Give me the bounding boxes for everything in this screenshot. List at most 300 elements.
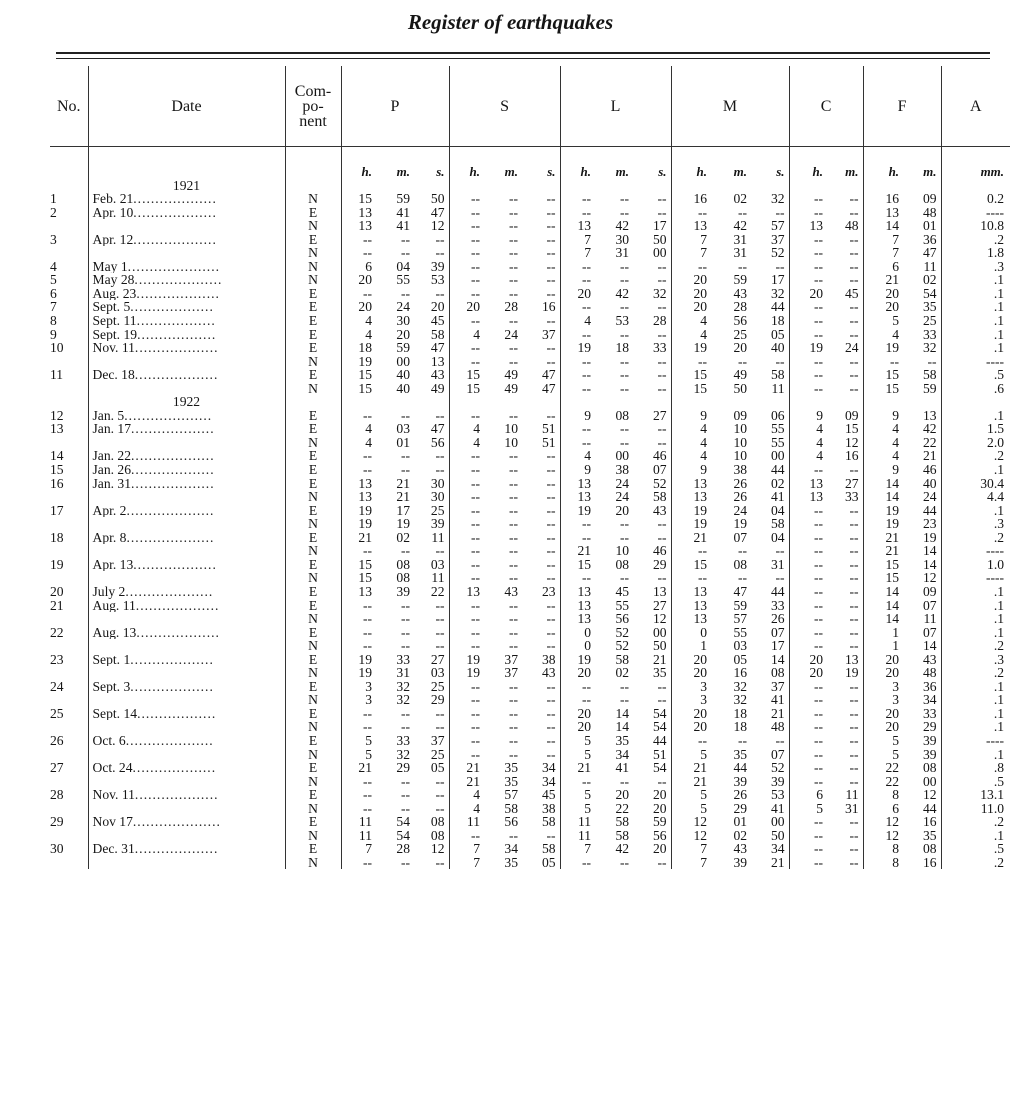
s-value: -- [546,733,556,748]
empty-cell [414,395,449,409]
c-value: 6 [789,788,827,802]
l-value: -- [657,855,667,870]
f-value: 16 [922,855,937,870]
p-value: 19 [396,517,410,531]
p-value: -- [435,449,445,464]
s-value: 19 [449,653,484,667]
l-value: 08 [615,408,630,423]
row-date [88,653,285,667]
l-value: -- [560,300,595,314]
row-component: N [285,720,341,734]
s-value: -- [508,232,519,247]
s-value: -- [546,490,556,504]
s-value: 51 [541,422,556,436]
leader-dots: ................... [134,842,219,856]
m-value: 05 [770,327,785,342]
row-date [88,734,285,748]
l-value: 7 [560,246,595,260]
l-value: 53 [615,314,630,328]
m-value: 18 [733,706,748,721]
p-value: 56 [430,435,445,450]
row-number: 29 [50,815,64,829]
table-row [50,639,1010,653]
row-date [88,680,285,694]
m-value: 41 [770,801,785,816]
amplitude-value: .1 [941,314,1010,328]
m-value: 18 [733,720,748,734]
m-value: 19 [671,341,711,355]
p-value: 20 [341,300,376,314]
s-value: -- [508,693,519,707]
f-value: 21 [863,544,903,558]
leader-dots: .................... [125,733,214,748]
l-value: -- [657,259,667,274]
f-value: 1 [863,626,903,640]
m-value: 26 [733,788,748,802]
p-value: 32 [396,747,410,762]
m-value: 49 [733,368,748,382]
header-component: Com- po- nent [285,66,341,147]
row-number: 28 [50,788,64,802]
c-value: -- [789,233,827,247]
row-date [88,328,285,342]
row-date [88,720,285,734]
m-value: 00 [770,449,785,464]
m-value: 07 [770,747,785,762]
m-value: -- [737,544,748,558]
f-value: 22 [863,775,903,789]
p-value: 19 [341,355,376,369]
p-value: 04 [396,259,410,274]
p-value: 20 [341,273,376,287]
p-value: 01 [396,435,410,450]
f-value: 9 [863,409,903,423]
date-text: Jan. 31 [92,476,132,491]
m-value: 38 [733,463,748,477]
row-component: E [285,707,341,721]
p-value: 13 [430,354,445,369]
s-value: -- [546,544,556,558]
row-number [50,436,88,450]
l-value: -- [657,530,667,545]
p-value: 25 [430,747,445,762]
c-value: 4 [789,436,827,450]
row-component: N [285,517,341,531]
p-value: -- [435,232,445,247]
f-value: 44 [922,801,937,816]
leader-dots: ................... [131,449,215,464]
row-date [88,558,285,572]
table-row [50,788,1010,802]
l-value: -- [560,328,595,342]
l-value: 52 [615,625,630,640]
m-value: 47 [733,584,748,599]
m-value: 07 [770,625,785,640]
l-value: 13 [560,585,595,599]
row-component: E [285,680,341,694]
s-value: -- [546,192,556,206]
row-number: 7 [50,300,57,315]
f-value: 4 [863,449,903,463]
c-value: -- [789,192,827,206]
row-component: N [285,856,341,870]
s-value: 35 [504,761,519,775]
date-text: Jan. 5 [92,408,125,423]
p-value: -- [435,598,445,613]
leader-dots: .................... [124,408,213,423]
table-row [50,504,1010,518]
l-value: -- [657,368,667,382]
s-value: -- [546,476,556,491]
f-value: 3 [863,680,903,694]
row-number: 4 [50,259,57,274]
p-value: -- [341,287,376,301]
p-value: -- [435,463,445,477]
s-value: -- [508,219,519,233]
l-value: 58 [615,652,630,667]
amplitude-value: .5 [941,368,1010,382]
c-value: -- [849,503,859,518]
p-value: 29 [430,693,445,707]
row-date [88,368,285,382]
l-value: 21 [560,544,595,558]
f-value: 21 [863,273,903,287]
l-value: 08 [615,557,630,572]
p-value: 15 [341,558,376,572]
row-date [88,477,285,491]
c-value: -- [849,693,859,707]
l-value: -- [619,435,630,450]
row-date [88,206,285,220]
s-value: -- [508,273,519,287]
row-date [88,612,285,626]
s-value: 49 [504,368,519,382]
s-value: -- [508,571,519,585]
s-value: 15 [449,382,484,396]
f-value: 5 [863,748,903,762]
f-value: 58 [922,368,937,382]
s-value: -- [508,286,519,301]
unit-p-m: m. [396,165,410,179]
p-value: 15 [341,571,376,585]
p-value: 40 [396,368,410,382]
f-value: 14 [863,599,903,613]
c-value: -- [789,707,827,721]
l-value: -- [560,436,595,450]
p-value: -- [400,774,410,789]
c-value: -- [789,761,827,775]
date-text: May 28 [92,273,135,287]
p-value: -- [435,720,445,734]
p-value: 12 [430,219,445,233]
f-value: 20 [863,653,903,667]
s-value: 57 [504,788,519,802]
table-row [50,287,1010,301]
s-value: -- [546,273,556,287]
unit-a-mm: mm. [941,165,1010,179]
no-cell [50,395,88,409]
amplitude-value: 2.0 [941,436,1010,450]
leader-dots: ................... [130,679,214,694]
s-value: -- [449,612,484,626]
m-value: -- [737,205,748,220]
s-value: 38 [541,801,556,816]
p-value: 11 [431,571,445,585]
leader-dots: ................... [131,422,215,436]
c-value: 12 [844,435,859,450]
s-value: 7 [449,856,484,870]
date-text: Nov 17 [92,815,133,829]
l-value: 45 [615,584,630,599]
p-value: 28 [396,842,410,856]
p-value: -- [435,855,445,870]
m-value: 52 [770,246,785,260]
s-value: -- [449,626,484,640]
c-value: -- [849,761,859,775]
p-value: 39 [396,584,410,599]
s-value: -- [546,747,556,762]
s-value: -- [508,733,519,748]
c-value: -- [849,381,859,396]
table-row [50,192,1010,206]
empty-cell [751,395,789,409]
m-value: -- [775,733,785,748]
row-number [50,829,88,843]
l-value: 41 [615,761,630,775]
row-component: N [285,612,341,626]
l-value: -- [619,327,630,342]
p-value: 49 [430,381,445,396]
p-value: -- [400,544,410,558]
empty-cell [376,179,414,193]
date-text: Oct. 6 [92,733,126,748]
row-date [88,544,285,558]
leader-dots: ................... [136,625,220,640]
row-date [88,707,285,721]
s-value: -- [449,260,484,274]
p-value: -- [400,246,410,260]
s-value: 37 [504,666,519,680]
f-value: 02 [922,273,937,287]
c-value: -- [849,842,859,856]
l-value: -- [560,260,595,274]
p-value: -- [341,612,376,626]
s-value: -- [508,490,519,504]
s-value: 37 [541,327,556,342]
table-row [50,558,1010,572]
l-value: 21 [560,761,595,775]
m-value: 26 [733,476,748,491]
f-value: 36 [922,232,937,247]
s-value: -- [449,490,484,504]
l-value: 14 [615,706,630,721]
row-component: E [285,206,341,220]
row-component: E [285,761,341,775]
l-value: 31 [615,246,630,260]
m-value: 37 [770,679,785,694]
m-value: 13 [671,219,711,233]
row-number: 24 [50,679,64,694]
l-value: -- [560,192,595,206]
c-value: -- [789,680,827,694]
row-date [88,571,285,585]
p-value: -- [435,408,445,423]
m-value: 0 [671,626,711,640]
amplitude-value: 1.5 [941,422,1010,436]
l-value: -- [657,435,667,450]
m-value: 13 [671,585,711,599]
c-value: -- [789,734,827,748]
amplitude-value: ---- [941,544,1010,558]
s-value: -- [449,544,484,558]
f-value: 42 [922,422,937,436]
s-value: -- [508,530,519,545]
l-value: -- [657,273,667,287]
leader-dots: ................... [135,598,220,613]
l-value: 54 [652,706,667,721]
p-value: 50 [430,192,445,206]
f-value: 39 [922,733,937,748]
m-value: 20 [671,720,711,734]
p-value: 7 [341,842,376,856]
l-value: 13 [652,584,667,599]
row-number [50,355,88,369]
l-value: 33 [652,341,667,355]
m-value: 53 [770,788,785,802]
l-value: 7 [560,233,595,247]
row-number [50,720,88,734]
l-value: 18 [615,341,630,355]
l-value: 35 [615,733,630,748]
s-value: -- [508,341,519,355]
p-value: 27 [430,652,445,667]
m-value: 20 [671,707,711,721]
c-value: 27 [844,476,859,491]
p-value: 22 [430,584,445,599]
l-value: 58 [615,815,630,829]
empty-cell [376,395,414,409]
l-value: 5 [560,748,595,762]
s-value: 43 [504,584,519,599]
l-value: 42 [615,842,630,856]
p-value: 31 [396,666,410,680]
c-value: 45 [844,286,859,301]
p-value: 02 [396,530,410,545]
c-value: -- [849,517,859,531]
s-value: 45 [541,788,556,802]
l-value: 00 [652,246,667,260]
row-component: E [285,842,341,856]
f-value: 11 [923,612,937,626]
l-value: -- [657,381,667,396]
row-component: E [285,233,341,247]
c-value: 15 [844,422,859,436]
p-value: 20 [430,300,445,315]
p-value: -- [341,802,376,816]
row-date [88,246,285,260]
s-value: -- [546,720,556,734]
empty-cell [414,179,449,193]
s-value: 05 [541,855,556,870]
m-value: 13 [671,612,711,626]
c-value: -- [849,828,859,843]
l-value: 59 [652,815,667,829]
row-component: N [285,355,341,369]
date-text: Jan. 17 [92,422,132,436]
l-value: -- [657,693,667,707]
m-value: -- [737,354,748,369]
s-value: 4 [449,802,484,816]
table-row [50,842,1010,856]
s-value: -- [449,409,484,423]
row-component: E [285,314,341,328]
amplitude-value: 10.8 [941,219,1010,233]
m-value: 12 [671,829,711,843]
l-value: 4 [560,449,595,463]
l-value: -- [560,775,595,789]
row-number: 8 [50,314,57,328]
s-value: 19 [449,666,484,680]
date-text: Sept. 14 [92,706,138,721]
l-value: 20 [615,503,630,518]
row-date [88,693,285,707]
s-value: -- [508,314,519,328]
f-value: 14 [863,490,903,504]
table-row [50,653,1010,667]
c-value: 5 [789,802,827,816]
c-value: -- [849,747,859,762]
m-value: 13 [671,599,711,613]
p-value: -- [400,855,410,870]
empty-cell [522,179,560,193]
c-value: 20 [789,653,827,667]
row-date [88,802,285,816]
amplitude-value: .5 [941,775,1010,789]
unit-s-h: h. [449,165,484,179]
f-value: 59 [922,381,937,396]
m-value: -- [671,355,711,369]
p-value: -- [435,639,445,653]
l-value: 10 [615,544,630,558]
l-value: 30 [615,232,630,247]
p-value: 59 [396,341,410,355]
l-value: -- [560,680,595,694]
m-value: 7 [671,246,711,260]
amplitude-value: .1 [941,409,1010,423]
c-value: -- [849,273,859,287]
year-row [50,179,1010,193]
c-value: -- [849,720,859,734]
amplitude-value: ---- [941,734,1010,748]
l-value: -- [619,571,630,585]
f-value: 15 [863,368,903,382]
f-value: 12 [922,571,937,585]
row-date [88,287,285,301]
m-value: 12 [671,815,711,829]
m-value: 43 [733,286,748,301]
units-row [50,165,1010,179]
row-component: N [285,639,341,653]
s-value: -- [449,219,484,233]
s-value: -- [508,557,519,572]
m-value: 58 [770,517,785,531]
f-value: 21 [922,449,937,464]
leader-dots: ................... [134,341,219,355]
s-value: 51 [541,435,556,450]
l-value: 5 [560,788,595,802]
p-value: 30 [430,476,445,491]
m-value: 29 [733,801,748,816]
